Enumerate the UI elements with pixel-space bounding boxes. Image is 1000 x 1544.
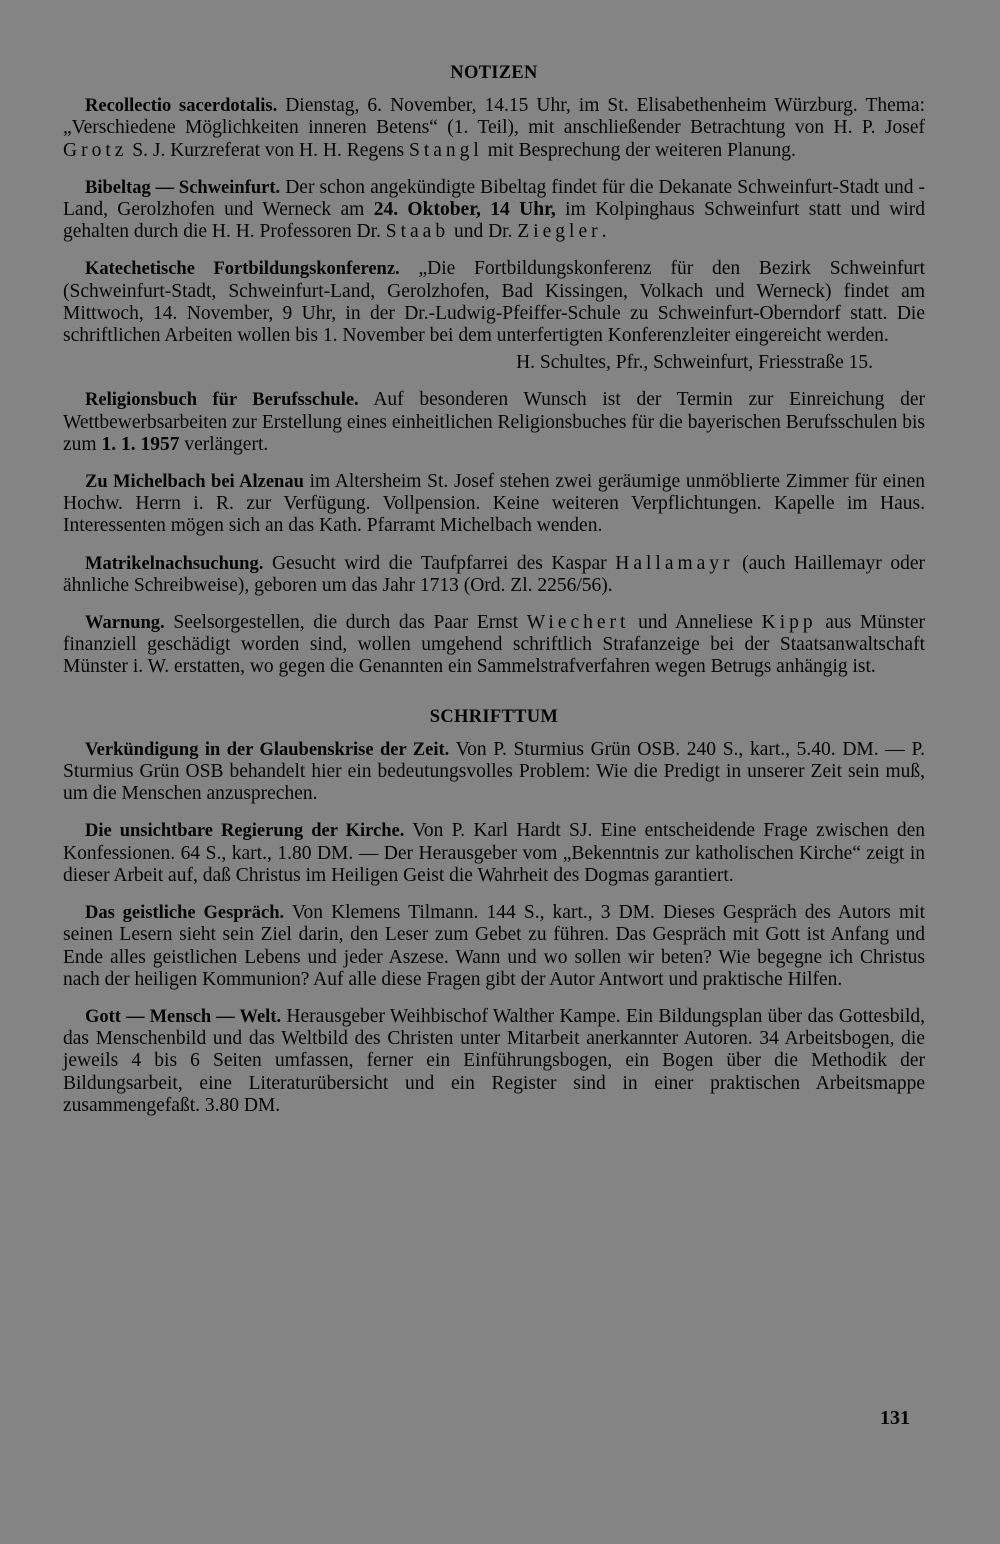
spaced-name: Hallamayr: [615, 552, 734, 574]
spaced-name: Wiechert: [526, 612, 630, 634]
notice-text: und Anneliese: [629, 612, 762, 634]
notice-text: mit Besprechung der weiteren Planung.: [482, 139, 796, 161]
spaced-name: Kipp: [761, 612, 817, 634]
notice-michelbach: [63, 471, 925, 538]
notice-text: im Altersheim St. Josef stehen zwei geräumige unmöblierte Zimmer für einen Hochw. Herrn i. R. zur Verfügung. Vollpension. Keine weiteren Verpflichtungen. Kapelle im Haus. Interessenten mögen sich an das Kath. Pfarramt Michelbach wenden.: [63, 471, 925, 537]
notice-matrikel: [63, 553, 925, 597]
notice-signature: H. Schultes, Pfr., Schweinfurt, Friesstraße 15.: [516, 352, 873, 374]
notice-date: 1. 1. 1957: [101, 433, 180, 455]
notice-text: verlängert.: [179, 433, 269, 455]
section-heading-notizen: NOTIZEN: [450, 63, 538, 83]
spaced-name: Staab: [385, 221, 450, 243]
notice-religionsbuch: [63, 389, 925, 456]
notice-text: und Dr.: [449, 221, 518, 243]
review-text: Von Klemens Tilmann. 144 S., kart., 3 DM. Dieses Gespräch des Autors mit seinen Lesern sieht sein Ziel darin, den Leser zum Gebet zu führen. Das Gespräch mit Gott ist Anfang und Ende alles geistlichen Lebens und jeder Aszese. Wann und wo sollen wir beten? Wie begegne ich Christus nach der heiligen Kommunion? Auf alle diese Fragen gibt der Autor Antwort und praktische Hilfen.: [63, 902, 926, 990]
spaced-name: Ziegler: [517, 221, 602, 243]
review-gespraech: [63, 902, 925, 991]
review-text: Von P. Sturmius Grün OSB. 240 S., kart., 5.40. DM. — P. Sturmius Grün OSB behandelt hier ein bedeutungsvolles Problem: Wie die Predigt in unserer Zeit sein muß, um die Menschen anzusprechen.: [63, 738, 925, 805]
notice-warnung: [63, 612, 925, 679]
review-text: Herausgeber Weihbischof Walther Kampe. Ein Bildungsplan über das Gottesbild, das Menschenbild und das Weltbild des Christen unter Mitarbeit anerkannter Autoren. 34 Arbeitsbogen, die jeweils 4 bis 6 Seiten umfassen, ferner ein Einführungsbogen, ein Bogen über die Methodik der Bildungsarbeit, eine Literaturübersicht und ein Register sind in einer praktischen Arbeitsmappe zusammengefaßt. 3.80 DM.: [63, 1005, 925, 1116]
review-verkuendigung: [63, 739, 925, 806]
review-text: Von P. Karl Hardt SJ. Eine entscheidende Frage zwischen den Konfessionen. 64 S., kart., 1.80 DM. — Der Herausgeber vom „Bekenntnis zur katholischen Kirche“ zeigt in dieser Arbeit auf, daß Christus im Heiligen Geist die Wahrheit des Dogmas garantiert.: [63, 820, 925, 886]
book-title: Das geistliche Gespräch.: [85, 903, 285, 924]
book-title: Verkündigung in der Glaubenskrise der Zeit.: [85, 739, 450, 760]
notice-title: Recollectio sacerdotalis.: [85, 96, 278, 117]
notice-text: Auf besonderen Wunsch ist der Termin zur Einreichung der Wettbewerbsarbeiten zur Erstellung eines einheitlichen Religionsbuches für die bayerischen Berufsschulen bis zum: [63, 389, 925, 455]
review-gott-mensch-welt: [63, 1006, 925, 1117]
page-number: 131: [880, 1407, 910, 1429]
notice-title: Matrikelnachsuchung.: [85, 553, 264, 574]
notice-title: Zu Michelbach bei Alzenau: [85, 472, 304, 493]
notice-text: Der schon angekündigte Bibeltag findet für die Dekanate Schweinfurt-Stadt und -Land, Gerolzhofen und Werneck am: [63, 176, 925, 221]
notice-title: Bibeltag — Schweinfurt.: [85, 177, 281, 198]
notice-text: Dienstag, 6. November, 14.15 Uhr, im St. Elisabethenheim Würzburg. Thema: „Verschiedene Möglichkeiten inneren Betens“ (1. Teil), mit anschließender Betrachtung von H. P. Josef: [63, 95, 926, 139]
notice-date: 24. Oktober, 14 Uhr,: [373, 199, 556, 221]
section-heading-schrifttum: SCHRIFTTUM: [429, 706, 559, 727]
spaced-name: Grotz: [63, 139, 128, 161]
spaced-name: Stangl: [409, 139, 483, 161]
notice-text: aus Münster finanziell geschädigt worden sind, wollen umgehend schriftlich Strafanzeige bei der Staatsanwaltschaft Münster i. W. erstatten, wo gegen die Genannten ein Sammelstrafverfahren wegen Betrugs anhängig ist.: [63, 612, 925, 678]
book-title: Gott — Mensch — Welt.: [85, 1006, 282, 1027]
notice-text: im Kolpinghaus Schweinfurt statt und wird gehalten durch die H. H. Professoren Dr.: [63, 199, 925, 243]
notice-katechetische: [63, 258, 925, 347]
book-title: Die unsichtbare Regierung der Kirche.: [85, 821, 405, 842]
notice-text: Gesucht wird die Taufpfarrei des Kaspar: [263, 552, 616, 574]
notice-title: Religionsbuch für Berufsschule.: [85, 390, 359, 411]
notice-text: Seelsorgestellen, die durch das Paar Ernst: [164, 612, 527, 634]
notice-recollectio: [63, 95, 925, 162]
notice-text: (auch Haillemayr oder ähnliche Schreibweise), geboren um das Jahr 1713 (Ord. Zl. 2256/56).: [63, 552, 925, 596]
notice-bibeltag: [63, 177, 925, 244]
notice-text: „Die Fortbildungskonferenz für den Bezirk Schweinfurt (Schweinfurt-Stadt, Schweinfurt-Land, Gerolzhofen, Bad Kissingen, Volkach und Werneck) findet am Mittwoch, 14. November, 9 Uhr, in der Dr.-Ludwig-Pfeiffer-Schule zu Schweinfurt-Oberndorf statt. Die schriftlichen Arbeiten wollen bis 1. November bei dem unterfertigten Konferenzleiter eingereicht werden.: [63, 258, 925, 347]
notice-text: .: [601, 221, 607, 243]
notice-title: Katechetische Fortbildungskonferenz.: [85, 259, 400, 280]
page-content: [63, 62, 925, 1132]
notice-text: S. J. Kurzreferat von H. H. Regens: [127, 139, 410, 161]
review-regierung: [63, 820, 925, 887]
notice-title: Warnung.: [85, 613, 165, 634]
